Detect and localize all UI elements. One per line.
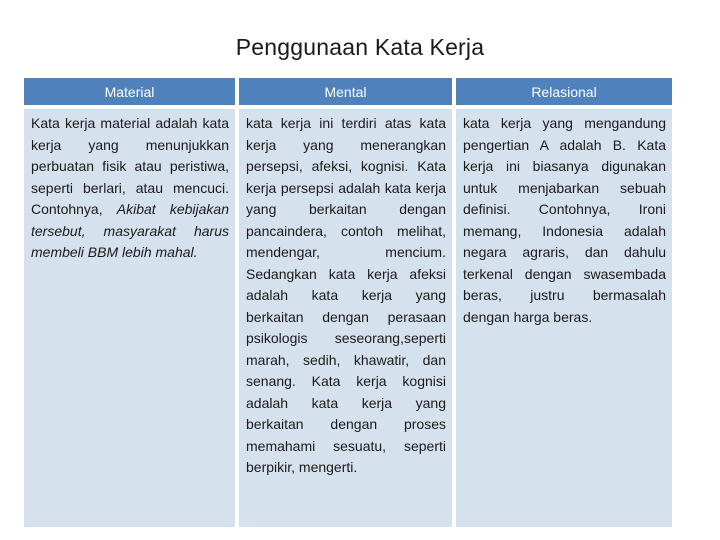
verb-usage-table [24,78,672,527]
header-mental: Mental [237,78,454,107]
header-relasional: Relasional [454,78,672,107]
header-material: Material [24,78,237,107]
slide-title: Penggunaan Kata Kerja [235,34,485,60]
relasional-description: kata kerja yang mengandung pengertian A adalah B. Kata kerja ini biasanya digunakan untuk menjabarkan sebuah definisi. Contohnya, Ironi memang, Indonesia adalah negara agraris, dan dahulu terkenal dengan swasembada beras, justru bermasalah dengan harga beras. [463,115,666,325]
cell-material [24,107,237,527]
table-header-row [24,78,672,107]
cell-relasional [454,107,672,527]
material-example: Akibat kebijakan tersebut, masyarakat harus membeli BBM lebih mahal. [31,201,230,260]
table-row [24,107,672,527]
cell-mental [237,107,454,527]
mental-description: kata kerja ini terdiri atas kata kerja yang menerangkan persepsi, afeksi, kognisi. Kata kerja persepsi adalah kata kerja yang berkaitan dengan pancaindera, contoh melihat, mendengar, mencium. Sedangkan kata kerja afeksi adalah kata kerja yang berkaitan dengan perasaan psikologis seseorang,seperti marah, sedih, khawatir, dan senang. Kata kerja kognisi adalah kata kerja yang berkaitan dengan proses memahami sesuatu, seperti berpikir, mengerti. [246,115,446,475]
material-description: Kata kerja material adalah kata kerja yang menunjukkan perbuatan fisik atau peristiwa, seperti berlari, atau mencuci. Contohnya, [31,115,229,217]
